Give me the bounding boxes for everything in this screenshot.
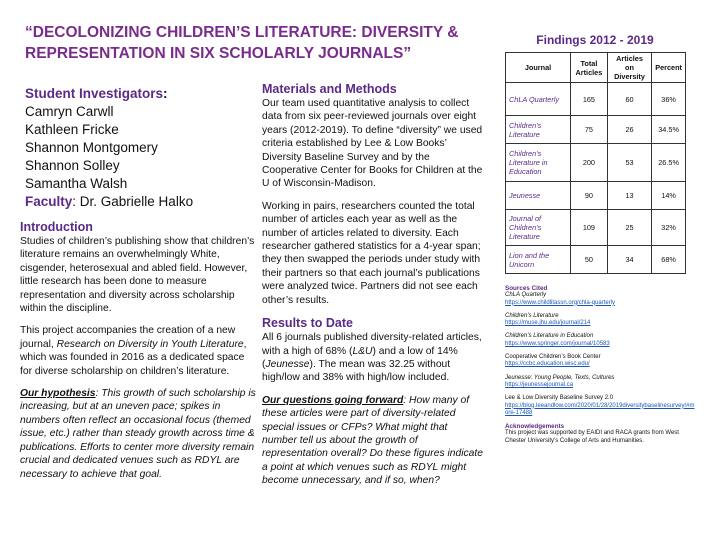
column-header: Percent (652, 53, 686, 83)
diversity-cell: 25 (607, 210, 651, 246)
column-header: Journal (506, 53, 571, 83)
column-header: Articles on Diversity (607, 53, 651, 83)
percent-cell: 26.5% (652, 144, 686, 182)
journal-cell: ChLA Quarterly (506, 83, 571, 116)
total-cell: 109 (571, 210, 608, 246)
percent-cell: 14% (652, 182, 686, 210)
investigator-name: Samantha Walsh (25, 176, 128, 191)
source-link[interactable]: https://jeunessejournal.ca (505, 381, 574, 388)
column-header: Total Articles (571, 53, 608, 83)
percent-cell: 32% (652, 210, 686, 246)
source-entry (505, 395, 695, 417)
hypothesis-paragraph: Our hypothesis: This growth of such scholarship is increasing, but at an uneven pace; spikes in numbers often reflect an occasional focus (themed issue, etc.) rather than steady growth across time & publications. Efforts to center more diversity remain crucial and dedicated venues such as RDYL are necessary to achieve that goal. (20, 388, 256, 480)
investigators-block: Student Investigators: Camryn Carwll Kathleen Fricke Shannon Montgomery Shannon Solley Samantha Walsh Faculty: Dr. Gabrielle Halko (25, 85, 260, 211)
source-entry (505, 313, 695, 328)
journal-cell: Lion and the Unicorn (506, 246, 571, 274)
investigator-name: Camryn Carwll (25, 104, 114, 119)
results-paragraph: All 6 journals published diversity-related articles, with a high of 68% (L&U) and a low of 14% (Jeunesse). The mean was 32.25 without high/low and 38% with high/low included. (262, 332, 482, 384)
source-name: Cooperative Children’s Book Center (505, 354, 601, 361)
source-entry (505, 375, 695, 390)
table-row (506, 144, 686, 182)
percent-cell: 68% (652, 246, 686, 274)
total-cell: 50 (571, 246, 608, 274)
table-row (506, 210, 686, 246)
introduction-paragraph: Studies of children’s publishing show that children’s literature remains an overwhelmingly White, cisgender, heterosexual and abled field. However, little research has been done to measure representation and diversity across scholarship within the discipline. (20, 236, 255, 315)
investigator-name: Shannon Solley (25, 158, 120, 173)
diversity-cell: 13 (607, 182, 651, 210)
table-row (506, 182, 686, 210)
table-row (506, 116, 686, 144)
acknowledgements-text: This project was supported by EAIDI and RACA grants from West Chester University’s College of Arts and Humanities. (505, 430, 679, 444)
methods-paragraph-2: Working in pairs, researchers counted the total number of articles each year as well as the number of articles related to diversity. Each researcher gathered statistics for a 4-year span; they then swapped the periods under study with their partners so that each journal’s publications were analyzed twice. Partners did not see each other’s results. (262, 200, 481, 306)
source-link[interactable]: https://blog.leeandlow.com/2020/01/28/2019diversitybaselinesurvey/#more-17488 (505, 402, 695, 416)
findings-table (505, 52, 686, 274)
investigator-name: Kathleen Fricke (25, 122, 119, 137)
diversity-cell: 26 (607, 116, 651, 144)
diversity-cell: 53 (607, 144, 651, 182)
journal-cell: Jeunesse (506, 182, 571, 210)
source-link[interactable]: https://muse.jhu.edu/journal/214 (505, 320, 591, 327)
results-heading: Results to Date (262, 316, 353, 331)
sources-heading: Sources Cited (505, 285, 548, 292)
source-entry (505, 333, 695, 348)
faculty-name: Dr. Gabrielle Halko (79, 194, 194, 209)
table-row (506, 83, 686, 116)
percent-cell: 36% (652, 83, 686, 116)
investigator-name: Shannon Montgomery (25, 140, 158, 155)
introduction-heading: Introduction (20, 220, 93, 234)
total-cell: 75 (571, 116, 608, 144)
total-cell: 200 (571, 144, 608, 182)
diversity-cell: 34 (607, 246, 651, 274)
findings-title: Findings 2012 - 2019 (536, 33, 654, 47)
percent-cell: 34.5% (652, 116, 686, 144)
source-name: ChLA Quarterly (505, 292, 547, 299)
methods-results-column (262, 82, 484, 488)
journal-cell: Children’s Literature in Education (506, 144, 571, 182)
table-row (506, 246, 686, 274)
methods-heading: Materials and Methods (262, 82, 397, 96)
sources-block (505, 285, 695, 445)
source-entry (505, 354, 695, 369)
source-link[interactable]: https://www.childlitassn.org/chla-quarterly (505, 299, 616, 306)
introduction-column (20, 220, 256, 481)
journal-cell: Children’s Literature (506, 116, 571, 144)
table-header-row (506, 53, 686, 83)
source-link[interactable]: https://ccbc.education.wisc.edu/ (505, 361, 590, 368)
methods-paragraph: Our team used quantitative analysis to collect data from six peer-reviewed journals over eight years (2012-2019). To define “diversity” we used criteria established by Lee & Low Books’ Diversity Baseline Survey and by the Cooperative Center for Books for Children at the U of Wisconsin-Madison. (262, 98, 483, 190)
diversity-cell: 60 (607, 83, 651, 116)
source-name: Children’s Literature (505, 312, 559, 319)
source-name: Children’s Literature in Education (505, 333, 594, 340)
investigators-label: Student Investigators (25, 86, 164, 101)
poster-title: “DECOLONIZING CHILDREN’S LITERATURE: DIVERSITY & REPRESENTATION IN SIX SCHOLARLY JOURNALS” (25, 24, 459, 62)
journal-paragraph: This project accompanies the creation of a new journal, Research on Diversity in Youth Literature, which was founded in 2016 as a dedicated space for diverse scholarship on children’s literature. (20, 325, 247, 377)
source-entry (505, 292, 695, 307)
questions-paragraph: Our questions going forward: How many of these articles were part of diversity-related special issues or CFPs? What might that number tell us about the growth of representation overall? Do these figures indicate a point at which venues such as RDYL might become unnecessary, and if so, when? (262, 394, 483, 487)
faculty-label: Faculty (25, 194, 73, 209)
total-cell: 90 (571, 182, 608, 210)
source-name: Lee & Low Diversity Baseline Survey 2.0 (505, 395, 614, 402)
source-name: Jeunesse: Young People, Texts, Cultures (505, 374, 615, 381)
journal-cell: Journal of Children’s Literature (506, 210, 571, 246)
source-link[interactable]: https://www.springer.com/journal/10583 (505, 340, 610, 347)
total-cell: 165 (571, 83, 608, 116)
acknowledgements-heading: Acknowledgements (505, 423, 565, 431)
